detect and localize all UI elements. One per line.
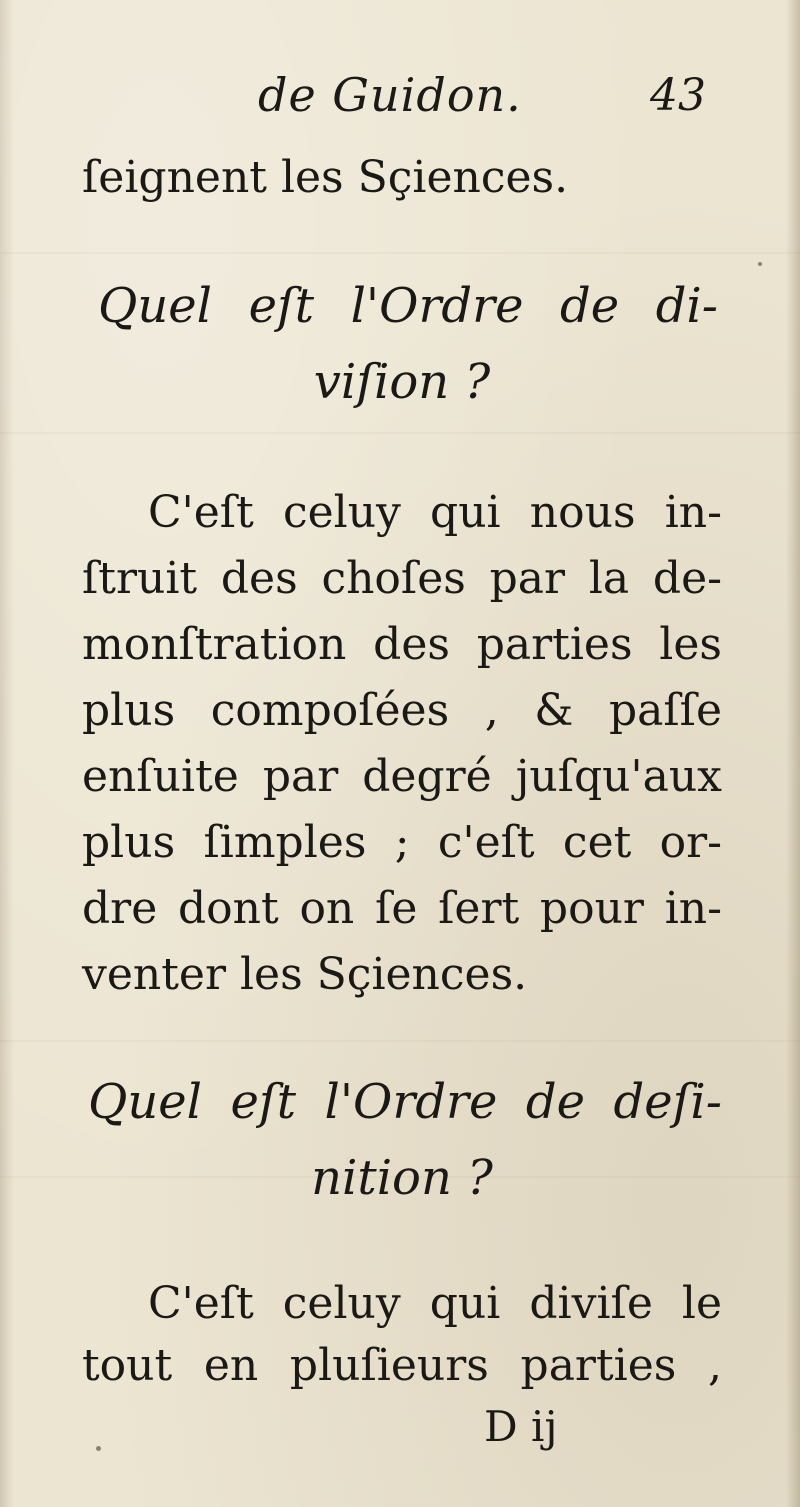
question-heading-definition: Quel eſt l'Ordre de deſi- [88, 1074, 722, 1130]
page-header [0, 68, 800, 148]
page-number: 43 [650, 70, 706, 121]
running-head: de Guidon. [258, 68, 522, 122]
bleed-through-line [0, 432, 800, 434]
answer-definition-line: C'eſt celuy qui diviſe le [148, 1278, 722, 1329]
paper-speck [758, 262, 762, 266]
paper-speck [96, 1446, 101, 1451]
answer-division-line: monſtration des parties les [82, 619, 722, 670]
answer-division-line: dre dont on ſe ſert pour in- [82, 883, 722, 934]
bleed-through-line [0, 252, 800, 254]
question-heading-division: Quel eſt l'Ordre de di- [98, 278, 718, 334]
answer-division-line: plus ſimples ; c'eſt cet or- [82, 817, 722, 868]
bleed-through-line [0, 1040, 800, 1042]
question-heading-division-cont: viſion ? [313, 354, 491, 410]
continued-line: ſeignent les Sçiences. [82, 152, 569, 203]
answer-division-line: C'eſt celuy qui nous in- [148, 487, 722, 538]
answer-division-line: plus compoſées , & paſſe [82, 685, 722, 736]
question-heading-definition-cont: nition ? [311, 1150, 493, 1206]
answer-division-line: venter les Sçiences. [82, 949, 528, 1000]
answer-division-line: ſtruit des choſes par la de- [82, 553, 722, 604]
answer-definition-line: tout en pluſieurs parties , [82, 1340, 722, 1391]
signature-mark: D ij [484, 1402, 558, 1451]
answer-division-line: enſuite par degré juſqu'aux [82, 751, 722, 802]
